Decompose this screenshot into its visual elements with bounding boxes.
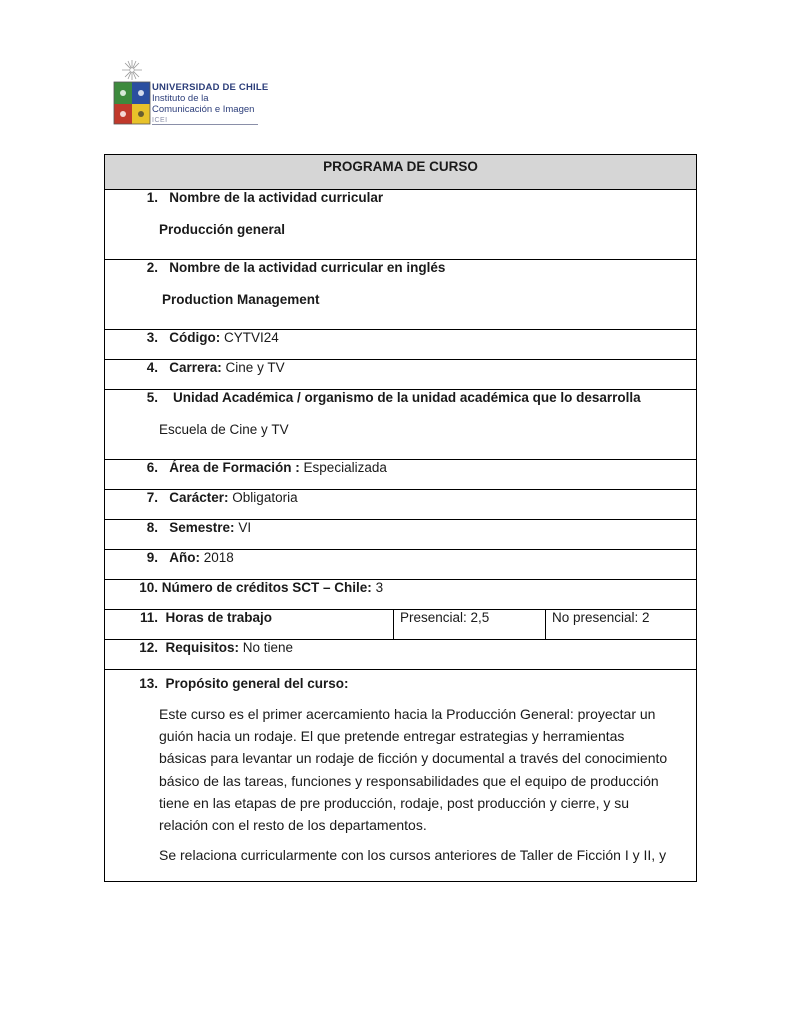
logo-university-name: UNIVERSIDAD DE CHILE: [152, 82, 269, 93]
row-value: Escuela de Cine y TV: [159, 422, 289, 437]
row-character: [105, 490, 697, 520]
row-label: Nombre de la actividad curricular en inglés: [169, 260, 446, 275]
hours-presencial: [394, 610, 546, 640]
row-label: Carrera:: [169, 360, 222, 375]
row-number: 4.: [146, 360, 158, 375]
table-row: [105, 640, 697, 670]
table-header-row: [105, 155, 697, 190]
hours-no-presencial-value: No presencial: 2: [552, 610, 650, 625]
table-row: [105, 490, 697, 520]
row-semester: [105, 520, 697, 550]
row-number: 11.: [139, 610, 158, 625]
row-label: Semestre:: [169, 520, 235, 535]
hours-no-presencial: [546, 610, 697, 640]
row-number: 12.: [139, 640, 158, 655]
row-requirements: [105, 640, 697, 670]
table-row: [105, 550, 697, 580]
row-work-hours: [105, 610, 394, 640]
table-title: PROGRAMA DE CURSO: [323, 159, 478, 174]
row-number: 9.: [146, 550, 158, 565]
row-academic-unit: [105, 390, 697, 460]
row-label: Área de Formación :: [169, 460, 300, 475]
row-number: 8.: [146, 520, 158, 535]
table-row: [105, 520, 697, 550]
row-number: 2.: [146, 260, 158, 275]
row-number: 6.: [146, 460, 158, 475]
course-program-table: [104, 154, 697, 882]
table-row: [105, 260, 697, 330]
row-value: 2018: [200, 550, 234, 565]
row-value: Obligatoria: [228, 490, 298, 505]
row-value: Cine y TV: [221, 360, 285, 375]
university-logo: [112, 58, 272, 128]
row-number: 7.: [146, 490, 158, 505]
row-value: CYTVI24: [220, 330, 279, 345]
hours-presencial-value: Presencial: 2,5: [400, 610, 490, 625]
purpose-paragraph-1: Este curso es el primer acercamiento hacia la Producción General: proyectar un guión hacia un rodaje. El que pretende entregar estrategias y herramientas básicas para levantar un rodaje de ficción y documental a través del conocimiento básico de las tareas, funciones y responsabilidades que el equipo de producción tiene en las etapas de pre producción, rodaje, post producción y cierre, y su relación con el resto de los departamentos.: [159, 706, 668, 834]
row-label: Año:: [169, 550, 201, 565]
row-label: Unidad Académica / organismo de la unidad académica que lo desarrolla: [169, 390, 641, 405]
table-row: [105, 190, 697, 260]
row-number: 10.: [139, 580, 158, 595]
row-label: Código:: [169, 330, 221, 345]
row-year: [105, 550, 697, 580]
row-value: Especializada: [299, 460, 387, 475]
row-value: No tiene: [239, 640, 294, 655]
row-number: 1.: [146, 190, 158, 205]
row-code: [105, 330, 697, 360]
logo-institute-line1: Instituto de la: [152, 93, 209, 104]
row-course-purpose: [105, 670, 697, 882]
row-label: Nombre de la actividad curricular: [169, 190, 384, 205]
row-label: Requisitos:: [161, 640, 240, 655]
table-row: [105, 390, 697, 460]
row-label: Carácter:: [169, 490, 229, 505]
table-row: [105, 330, 697, 360]
table-row: [105, 360, 697, 390]
logo-text: [152, 82, 268, 126]
row-label: Propósito general del curso:: [161, 676, 349, 691]
row-value: Producción general: [159, 222, 286, 237]
table-row: [105, 670, 697, 882]
row-value: 3: [371, 580, 384, 595]
row-value: Production Management: [162, 292, 320, 307]
row-training-area: [105, 460, 697, 490]
logo-divider: [152, 124, 258, 125]
row-label: Número de créditos SCT – Chile:: [161, 580, 372, 595]
table-row: [105, 580, 697, 610]
row-credits: [105, 580, 697, 610]
university-crest-icon: [112, 58, 152, 128]
table-header: [105, 155, 697, 190]
purpose-paragraph-2: Se relaciona curricularmente con los cursos anteriores de Taller de Ficción I y II, y: [159, 847, 667, 864]
row-career: [105, 360, 697, 390]
row-number: 3.: [146, 330, 158, 345]
logo-institute-line2: Comunicación e Imagen: [152, 104, 255, 115]
logo-acronym: ICEI: [152, 117, 168, 124]
row-course-name: [105, 190, 697, 260]
row-number: 5.: [146, 390, 158, 405]
row-number: 13.: [139, 676, 158, 691]
row-value: VI: [234, 520, 252, 535]
table-row: [105, 610, 697, 640]
row-course-name-english: [105, 260, 697, 330]
row-label: Horas de trabajo: [161, 610, 273, 625]
table-row: [105, 460, 697, 490]
